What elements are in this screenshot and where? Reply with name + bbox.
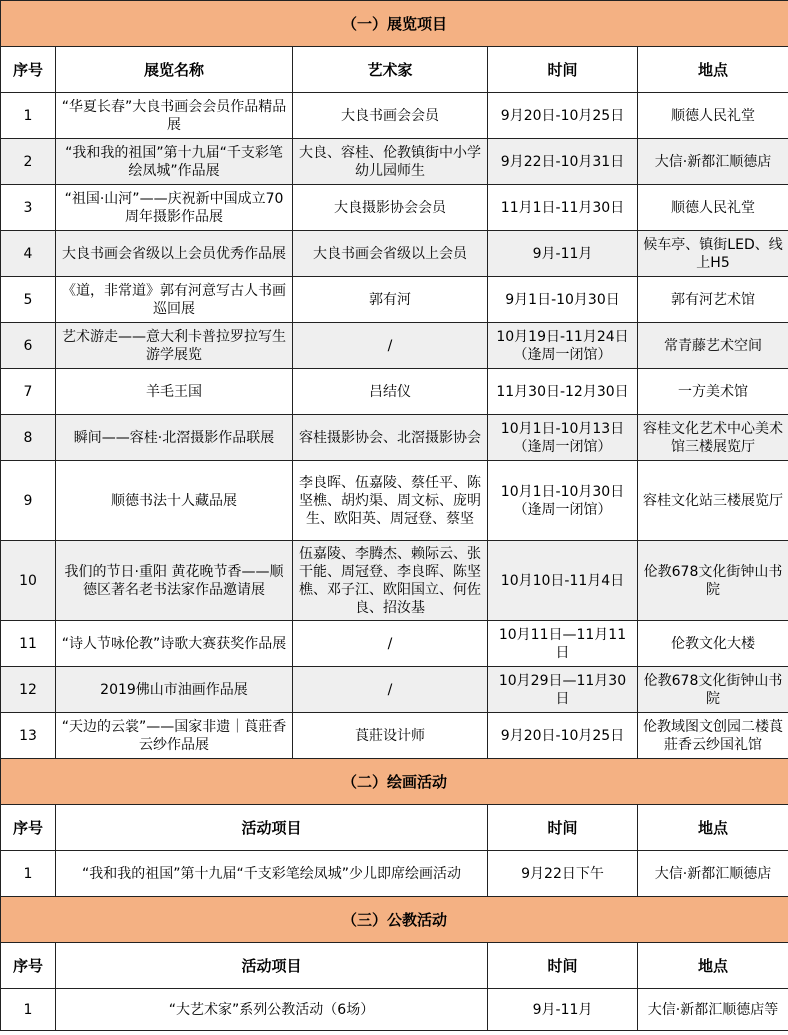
column-header: 地点 xyxy=(638,805,788,851)
table-row xyxy=(1,667,788,713)
place: 候车亭、镇街LED、线上H5 xyxy=(638,231,788,277)
section-title-row xyxy=(1,759,788,805)
place: 郭有河艺术馆 xyxy=(638,277,788,323)
place: 容桂文化站三楼展览厅 xyxy=(638,461,788,541)
artist: 伍嘉陵、李腾杰、赖际云、张干能、周冠登、李良晖、陈坚樵、邓子江、欧阳国立、何佐良、招汝基 xyxy=(293,541,488,621)
artist: 大良、容桂、伦教镇街中小学幼儿园师生 xyxy=(293,139,488,185)
row-number: 5 xyxy=(1,277,56,323)
artist: / xyxy=(293,323,488,369)
row-number: 10 xyxy=(1,541,56,621)
exhibition-name: “我和我的祖国”第十九届“千支彩笔绘凤城”作品展 xyxy=(56,139,293,185)
exhibition-name: “天边的云裳”——国家非遗｜莨莊香云纱作品展 xyxy=(56,713,293,759)
row-number: 2 xyxy=(1,139,56,185)
column-header: 序号 xyxy=(1,47,56,93)
table-row xyxy=(1,989,788,1031)
place: 伦教678文化街钟山书院 xyxy=(638,667,788,713)
time: 9月1日-10月30日 xyxy=(488,277,638,323)
column-header: 序号 xyxy=(1,805,56,851)
column-header: 序号 xyxy=(1,943,56,989)
column-header: 时间 xyxy=(488,943,638,989)
time: 9月20日-10月25日 xyxy=(488,713,638,759)
activity-name: “我和我的祖国”第十九届“千支彩笔绘凤城”少儿即席绘画活动 xyxy=(56,851,488,897)
place: 容桂文化艺术中心美术馆三楼展览厅 xyxy=(638,415,788,461)
artist: 大良摄影协会会员 xyxy=(293,185,488,231)
time: 9月22日下午 xyxy=(488,851,638,897)
place: 大信·新都汇顺德店 xyxy=(638,139,788,185)
column-header: 展览名称 xyxy=(56,47,293,93)
table-row xyxy=(1,621,788,667)
section-title: （二）绘画活动 xyxy=(1,759,788,805)
artist: / xyxy=(293,667,488,713)
table-row xyxy=(1,461,788,541)
row-number: 6 xyxy=(1,323,56,369)
row-number: 11 xyxy=(1,621,56,667)
column-header: 时间 xyxy=(488,47,638,93)
time: 9月-11月 xyxy=(488,989,638,1031)
exhibition-name: 瞬间——容桂·北滘摄影作品联展 xyxy=(56,415,293,461)
artist: / xyxy=(293,621,488,667)
time: 10月29日—11月30日 xyxy=(488,667,638,713)
exhibition-name: “华夏长春”大良书画会会员作品精品展 xyxy=(56,93,293,139)
time: 11月1日-11月30日 xyxy=(488,185,638,231)
row-number: 1 xyxy=(1,989,56,1031)
exhibition-name: 我们的节日·重阳 黄花晚节香——顺德区著名老书法家作品邀请展 xyxy=(56,541,293,621)
exhibition-name: 羊毛王国 xyxy=(56,369,293,415)
activity-name: “大艺术家”系列公教活动（6场） xyxy=(56,989,488,1031)
exhibition-name: 2019佛山市油画作品展 xyxy=(56,667,293,713)
table-row xyxy=(1,323,788,369)
place: 顺德人民礼堂 xyxy=(638,93,788,139)
table-row xyxy=(1,415,788,461)
column-header: 时间 xyxy=(488,805,638,851)
row-number: 7 xyxy=(1,369,56,415)
time: 10月19日-11月24日（逢周一闭馆） xyxy=(488,323,638,369)
row-number: 1 xyxy=(1,851,56,897)
header-row xyxy=(1,47,788,93)
place: 常青藤艺术空间 xyxy=(638,323,788,369)
table-row xyxy=(1,541,788,621)
row-number: 3 xyxy=(1,185,56,231)
time: 10月10日-11月4日 xyxy=(488,541,638,621)
row-number: 9 xyxy=(1,461,56,541)
row-number: 12 xyxy=(1,667,56,713)
schedule-body xyxy=(1,1,788,1031)
place: 顺德人民礼堂 xyxy=(638,185,788,231)
time: 10月1日-10月13日（逢周一闭馆） xyxy=(488,415,638,461)
section-title: （三）公教活动 xyxy=(1,897,788,943)
row-number: 1 xyxy=(1,93,56,139)
column-header: 艺术家 xyxy=(293,47,488,93)
table-row xyxy=(1,139,788,185)
exhibition-name: 大良书画会省级以上会员优秀作品展 xyxy=(56,231,293,277)
exhibition-name: “祖国·山河”——庆祝新中国成立70周年摄影作品展 xyxy=(56,185,293,231)
header-row xyxy=(1,805,788,851)
artist: 大良书画会会员 xyxy=(293,93,488,139)
artist: 莨莊设计师 xyxy=(293,713,488,759)
row-number: 4 xyxy=(1,231,56,277)
artist: 容桂摄影协会、北滘摄影协会 xyxy=(293,415,488,461)
time: 10月11日—11月11日 xyxy=(488,621,638,667)
exhibition-name: 顺德书法十人藏品展 xyxy=(56,461,293,541)
place: 一方美术馆 xyxy=(638,369,788,415)
time: 11月30日-12月30日 xyxy=(488,369,638,415)
column-header: 地点 xyxy=(638,47,788,93)
header-row xyxy=(1,943,788,989)
artist: 吕结仪 xyxy=(293,369,488,415)
table-row xyxy=(1,93,788,139)
section-title-row xyxy=(1,1,788,47)
section-title: （一）展览项目 xyxy=(1,1,788,47)
table-row xyxy=(1,369,788,415)
place: 伦教文化大楼 xyxy=(638,621,788,667)
table-row xyxy=(1,713,788,759)
column-header: 地点 xyxy=(638,943,788,989)
place: 大信·新都汇顺德店等 xyxy=(638,989,788,1031)
time: 9月-11月 xyxy=(488,231,638,277)
row-number: 8 xyxy=(1,415,56,461)
table-row xyxy=(1,185,788,231)
table-row xyxy=(1,851,788,897)
exhibition-name: “诗人节咏伦教”诗歌大赛获奖作品展 xyxy=(56,621,293,667)
column-header: 活动项目 xyxy=(56,805,488,851)
place: 伦教域图文创园二楼莨莊香云纱国礼馆 xyxy=(638,713,788,759)
column-header: 活动项目 xyxy=(56,943,488,989)
artist: 郭有河 xyxy=(293,277,488,323)
artist: 李良晖、伍嘉陵、蔡任平、陈坚樵、胡灼渠、周文标、庞明生、欧阳英、周冠登、蔡坚 xyxy=(293,461,488,541)
row-number: 13 xyxy=(1,713,56,759)
time: 9月22日-10月31日 xyxy=(488,139,638,185)
table-row xyxy=(1,277,788,323)
exhibition-name: 《道，非常道》郭有河意写古人书画巡回展 xyxy=(56,277,293,323)
place: 大信·新都汇顺德店 xyxy=(638,851,788,897)
place: 伦教678文化街钟山书院 xyxy=(638,541,788,621)
artist: 大良书画会省级以上会员 xyxy=(293,231,488,277)
table-row xyxy=(1,231,788,277)
time: 10月1日-10月30日（逢周一闭馆） xyxy=(488,461,638,541)
exhibition-name: 艺术游走——意大利卡普拉罗拉写生游学展览 xyxy=(56,323,293,369)
time: 9月20日-10月25日 xyxy=(488,93,638,139)
section-title-row xyxy=(1,897,788,943)
